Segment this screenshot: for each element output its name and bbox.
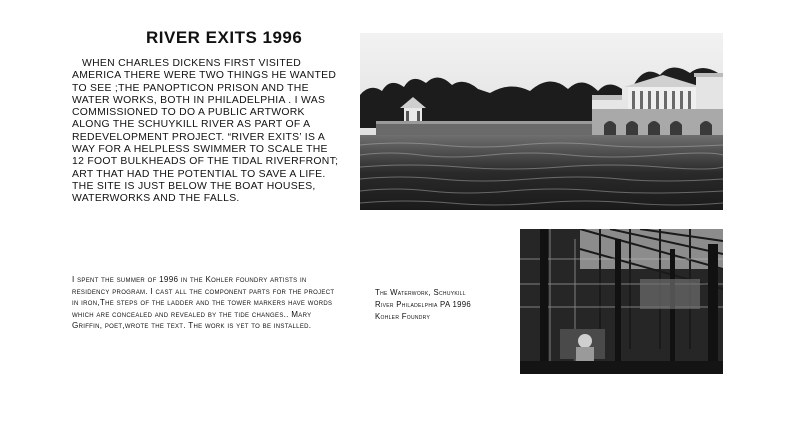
photo-caption <box>375 287 515 323</box>
caption-line: River Philadelphia PA 1996 <box>375 300 472 309</box>
residency-paragraph: I spent the summer of 1996 in the Kohler foundry artists in residency program. I cast all the component parts for the project in iron,The steps of the ladder and the tower markers have words which are concealed and revealed by the tide changes.. Mary Griffin, poet,wrote the text. The work is yet to be installed. <box>72 275 335 331</box>
foundry-interior-photo <box>520 229 723 374</box>
page-title: RIVER EXITS 1996 <box>146 28 303 47</box>
waterworks-river-photo <box>360 33 723 210</box>
caption-line: Kohler Foundry <box>375 312 431 321</box>
intro-text-block <box>72 58 342 206</box>
residency-text-block <box>72 274 342 332</box>
caption-line: The Waterwork, Schuykill <box>375 288 466 297</box>
intro-paragraph: WHEN CHARLES DICKENS FIRST VISITED AMERICA THERE WERE TWO THINGS HE WANTED TO SEE ;THE PANOPTICON PRISON AND THE WATER WORKS, BOTH IN PHILADELPHIA . I WAS COMMISSIONED TO DO A PUBLIC ARTWORK ALONG THE SCHUYKILL RIVER AS PART OF A REDEVELOPMENT PROJECT. “RIVER EXITS’ IS A WAY FOR A HELPLESS SWIMMER TO SCALE THE 12 FOOT BULKHEADS OF THE TIDAL RIVERFRONT; ART THAT HAD THE POTENTIAL TO SAVE A LIFE. THE SITE IS JUST BELOW THE BOAT HOUSES, WATERWORKS AND THE FALLS. <box>72 58 339 205</box>
